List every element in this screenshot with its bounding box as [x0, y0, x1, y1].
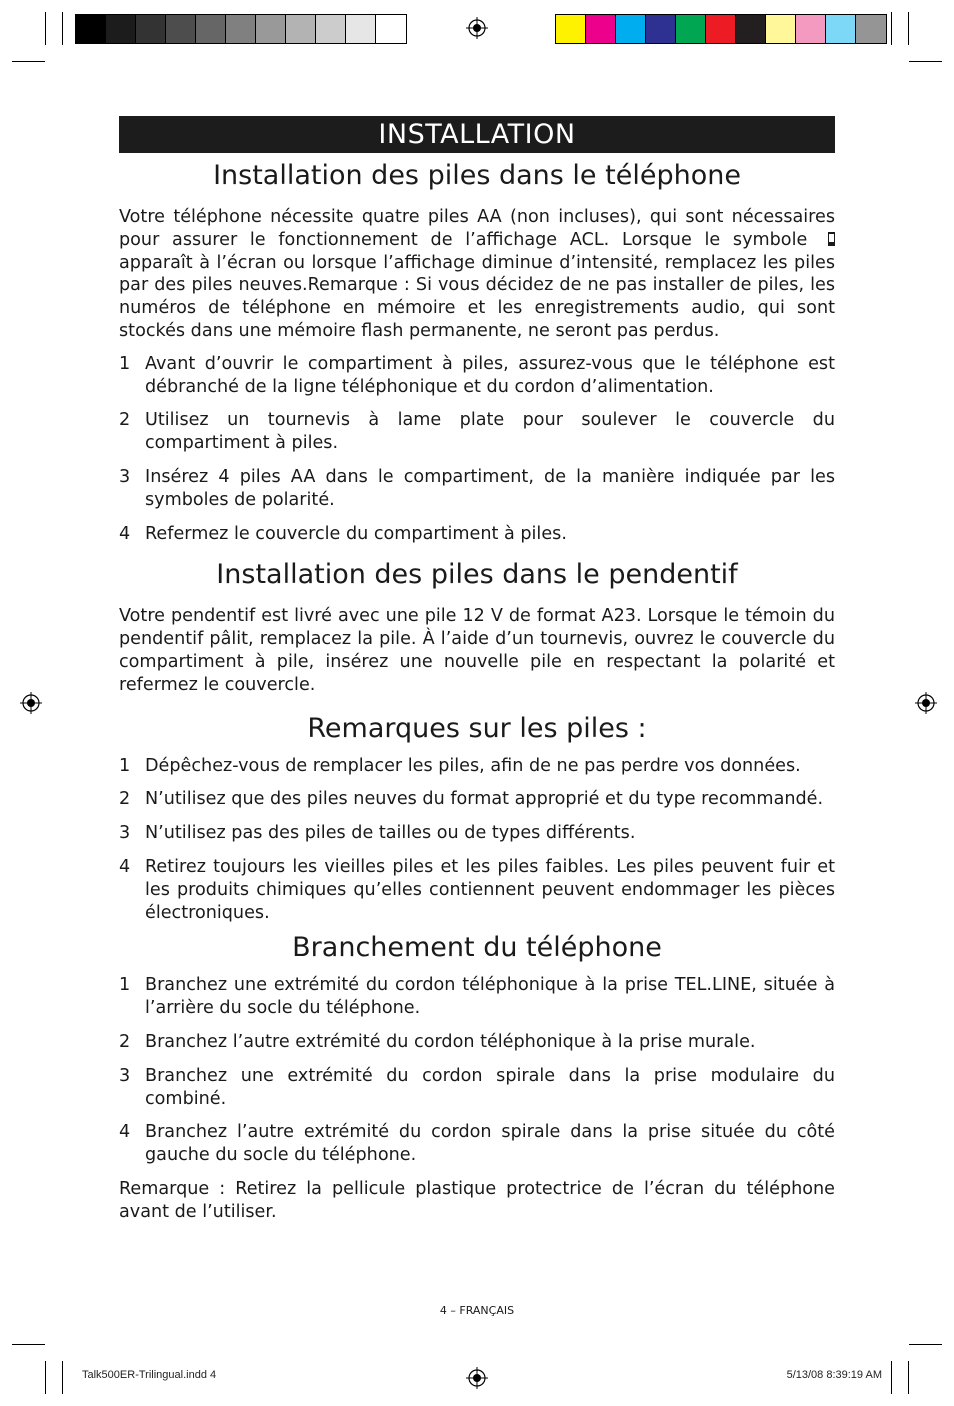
step-text: Utilisez un tournevis à lame plate pour soulever le couvercle du compartiment à piles.	[145, 410, 835, 454]
list-item	[119, 788, 835, 811]
color-swatch	[376, 15, 406, 43]
list-item	[119, 353, 835, 399]
page-number: 4 – FRANÇAIS	[439, 1304, 515, 1317]
section-banner: INSTALLATION	[119, 116, 835, 153]
color-swatch	[766, 15, 796, 43]
step-text: Avant d’ouvrir le compartiment à piles, assurez-vous que le téléphone est débranché de la ligne téléphonique et du cordon d’alimentation.	[145, 353, 835, 397]
heading-battery-notes: Remarques sur les piles :	[307, 712, 647, 744]
list-item	[119, 856, 835, 924]
note-label: Remarque	[307, 275, 398, 296]
list-item	[119, 409, 835, 455]
step-text: Branchez une extrémité du cordon téléphonique à la prise TEL.LINE, située à l’arrière du socle du téléphone.	[145, 975, 835, 1019]
step-number: 1	[119, 975, 131, 996]
color-swatch	[256, 15, 286, 43]
list-item	[119, 1121, 835, 1167]
crop-mark	[45, 12, 46, 45]
step-number: 4	[119, 856, 131, 877]
list-item	[119, 466, 835, 512]
step-number: 3	[119, 466, 131, 487]
crop-mark	[891, 12, 892, 45]
color-swatch	[856, 15, 886, 43]
step-text: Branchez l’autre extrémité du cordon téléphonique à la prise murale.	[145, 1031, 756, 1052]
registration-mark-icon	[20, 692, 42, 714]
grayscale-color-bar	[75, 14, 407, 44]
color-swatch	[586, 15, 616, 43]
color-swatch	[76, 15, 106, 43]
registration-mark-icon	[466, 1367, 488, 1389]
step-number: 1	[119, 353, 131, 374]
list-item	[119, 1065, 835, 1111]
color-swatch	[106, 15, 136, 43]
slug-timestamp: 5/13/08 8:39:19 AM	[786, 1369, 882, 1381]
color-swatch	[316, 15, 346, 43]
slug-filename: Talk500ER-Trilingual.indd 4	[82, 1369, 217, 1381]
color-swatch	[826, 15, 856, 43]
color-swatch	[286, 15, 316, 43]
color-swatch	[706, 15, 736, 43]
crop-mark	[45, 1361, 46, 1394]
list-item	[119, 974, 835, 1020]
step-text: Branchez une extrémité du cordon spirale dans la prise modulaire du combiné.	[145, 1065, 835, 1109]
crop-mark	[62, 12, 63, 45]
step-number: 2	[119, 1031, 131, 1052]
connection-remark: Remarque : Retirez la pellicule plastique protectrice de l’écran du téléphone avant de l’utiliser.	[119, 1178, 835, 1222]
process-color-bar	[555, 14, 887, 44]
crop-mark	[62, 1361, 63, 1394]
step-text: Branchez l’autre extrémité du cordon spirale dans la prise située du côté gauche du socle du téléphone.	[145, 1122, 835, 1166]
crop-mark	[12, 61, 45, 62]
step-text: Refermez le couvercle du compartiment à piles.	[145, 523, 567, 544]
crop-mark	[909, 1344, 942, 1345]
registration-mark-icon	[466, 17, 488, 39]
list-item	[119, 822, 835, 845]
crop-mark	[908, 1361, 909, 1394]
crop-mark	[12, 1344, 45, 1345]
heading-pendant-batteries: Installation des piles dans le pendentif	[216, 559, 738, 591]
color-swatch	[796, 15, 826, 43]
heading-phone-batteries: Installation des piles dans le téléphone	[213, 160, 741, 191]
step-number: 4	[119, 1122, 131, 1143]
color-swatch	[226, 15, 256, 43]
step-number: 4	[119, 523, 131, 544]
crop-mark	[909, 61, 942, 62]
battery-low-icon	[828, 232, 835, 246]
registration-mark-icon	[915, 692, 937, 714]
list-item	[119, 523, 835, 546]
phone-batteries-intro: Votre téléphone nécessite quatre piles AA (non incluses), qui sont nécessaires pour assurer le fonctionnement de l’affichage ACL. Lorsque le symbole apparaît à l’écran ou lorsque l’affichage diminue d’intensité, remplacez les piles par des piles neuves.Remarque : Si vous décidez de ne pas installer de piles, les numéros de téléphone en mémoire et les enregistrements audio, qui sont stockés dans une mémoire flash permanente, ne seront pas perdus.	[119, 207, 835, 341]
color-swatch	[676, 15, 706, 43]
step-number: 2	[119, 410, 131, 431]
step-text: Dépêchez-vous de remplacer les piles, afin de ne pas perdre vos données.	[145, 755, 801, 776]
pendant-batteries-text: Votre pendentif est livré avec une pile 12 V de format A23. Lorsque le témoin du pendentif pâlit, remplacez la pile. À l’aide d’un tournevis, ouvrez le couvercle du compartiment à pile, insérez une nouvelle pile en respectant la polarité et refermez le couvercle.	[119, 606, 835, 695]
list-item	[119, 755, 835, 778]
color-swatch	[646, 15, 676, 43]
color-swatch	[196, 15, 226, 43]
color-swatch	[346, 15, 376, 43]
page-content	[119, 156, 835, 1224]
color-swatch	[136, 15, 166, 43]
step-number: 1	[119, 755, 131, 776]
step-number: 3	[119, 823, 131, 844]
step-text: N’utilisez que des piles neuves du format approprié et du type recommandé.	[145, 789, 824, 810]
step-text: Insérez 4 piles AA dans le compartiment, de la manière indiquée par les symboles de polarité.	[145, 466, 835, 510]
color-swatch	[616, 15, 646, 43]
color-swatch	[556, 15, 586, 43]
heading-phone-connection: Branchement du téléphone	[292, 932, 662, 964]
phone-connection-steps	[119, 974, 835, 1167]
battery-notes-steps	[119, 755, 835, 925]
color-swatch	[736, 15, 766, 43]
phone-batteries-steps	[119, 353, 835, 546]
crop-mark	[908, 12, 909, 45]
step-text: N’utilisez pas des piles de tailles ou de types différents.	[145, 823, 636, 844]
step-text: Retirez toujours les vieilles piles et les piles faibles. Les piles peuvent fuir et les produits chimiques qu’elles contiennent peuvent endommager les pièces électroniques.	[145, 856, 835, 923]
step-number: 2	[119, 789, 131, 810]
list-item	[119, 1031, 835, 1054]
color-swatch	[166, 15, 196, 43]
crop-mark	[891, 1361, 892, 1394]
step-number: 3	[119, 1065, 131, 1086]
